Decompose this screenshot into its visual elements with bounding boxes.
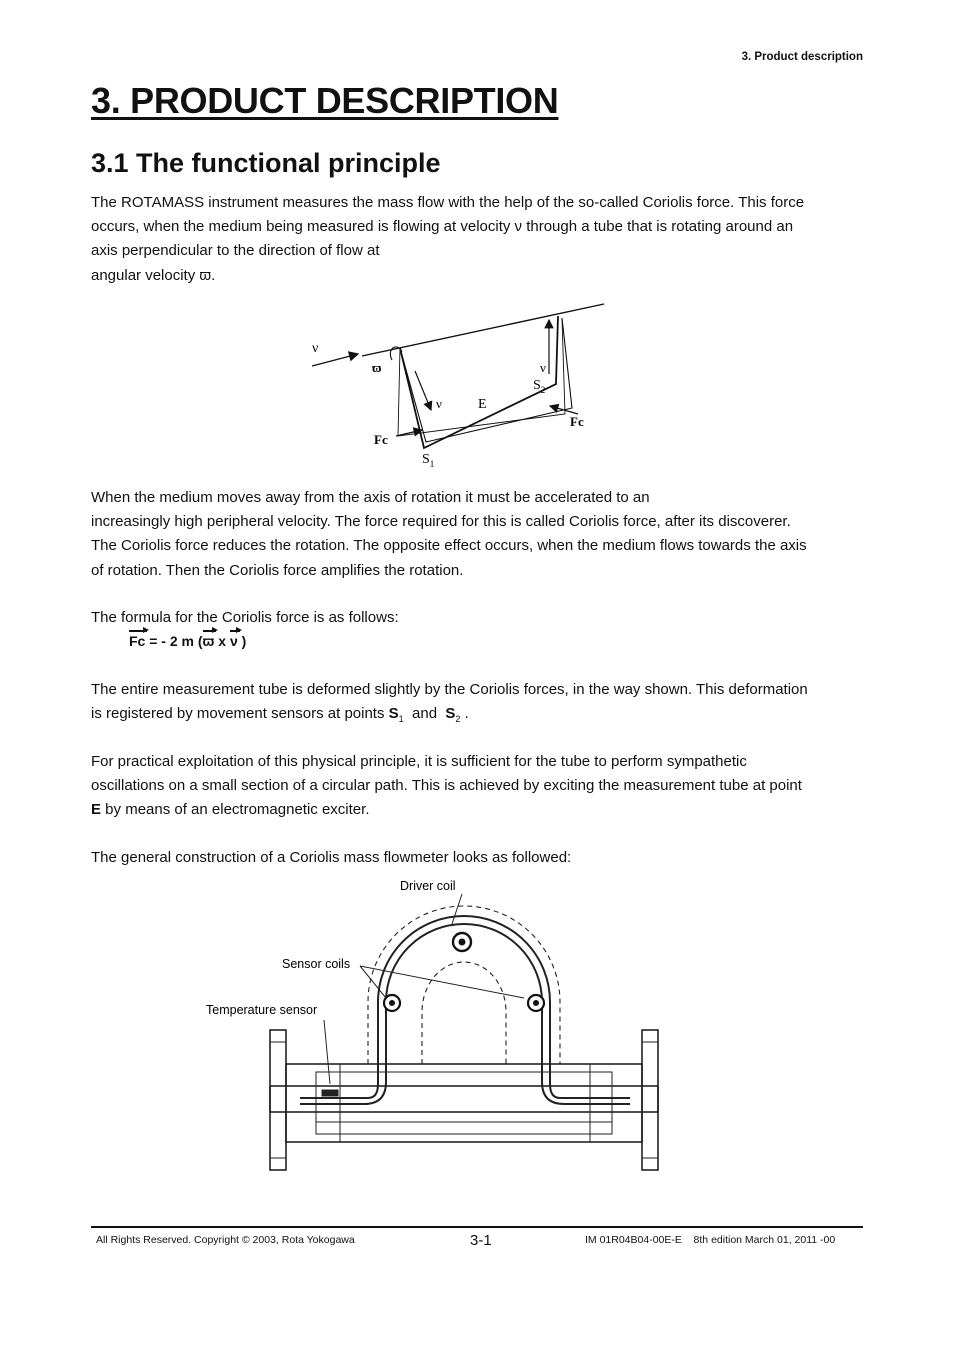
text-line: occurs, when the medium being measured is flowing at velocity ν through a tube that is rotating around an [91,218,794,236]
velocity-label: ν [436,396,442,411]
velocity-label: ν [540,360,546,375]
formula-cross: x [214,633,230,649]
temperature-sensor [322,1090,338,1096]
fc-left-label: Fc [374,432,388,447]
temperature-sensor-label: Temperature sensor [206,1003,318,1017]
construction-intro [91,846,867,870]
footer-document-id: IM 01R04B04-00E-E 8th edition March 01, 2011 -00 [585,1234,836,1246]
oscillation-envelope-outer [368,906,560,1064]
text-line [91,702,867,731]
text-fragment: by means of an electromagnetic exciter. [101,801,370,819]
flowmeter-construction-diagram [200,872,670,1174]
inflow-arrow [312,354,358,366]
omega-label: ϖ [372,360,382,375]
intro-paragraph [91,191,867,288]
text-line: angular velocity ϖ. [91,266,216,284]
text-line: of rotation. Then the Coriolis force amplifies the rotation. [91,561,464,579]
rotation-axis-line [362,304,604,356]
tube-rest-outline [398,318,565,436]
text-line [91,798,867,822]
sensor-s1-label: $S_1$ [422,452,435,469]
text-line: The ROTAMASS instrument measures the mass flow with the help of the so-called Coriolis force. This force [91,194,805,211]
sensor-coils-label: Sensor coils [282,957,351,971]
left-flange [270,1030,286,1170]
coriolis-formula [129,633,246,649]
footer-divider [91,1226,863,1228]
running-header: 3. Product description [741,51,863,63]
tube-deformed-outline-2 [400,318,572,442]
formula-fc: Fc [129,633,146,649]
formula-velocity: ν [229,633,238,649]
sensor-s2-ref: S [445,705,456,723]
coriolis-force-right-arrow [550,406,578,414]
driver-coil-icon [453,933,471,951]
text-fragment: is registered by movement sensors at points [91,705,389,723]
text-line: The formula for the Coriolis force is as follows: [91,609,399,626]
text-line: When the medium moves away from the axis of rotation it must be accelerated to an [91,489,650,506]
down-velocity-arrow [415,371,431,410]
fc-right-label: Fc [570,414,584,429]
sensor-s2-label: $S_2$ [533,378,546,395]
formula-omega: ϖ [202,633,215,649]
section-heading: 3.1 The functional principle [91,148,441,178]
coriolis-explanation-paragraph [91,486,867,583]
exploitation-paragraph [91,750,867,823]
text-line: For practical exploitation of this physical principle, it is sufficient for the tube to perform sympathetic [91,753,747,770]
formula-intro [91,606,867,630]
page-number: 3-1 [470,1232,492,1249]
driver-coil-label: Driver coil [400,879,456,893]
coriolis-principle-diagram [300,296,610,472]
footer-copyright: All Rights Reserved. Copyright © 2003, Rota Yokogawa [96,1234,355,1246]
text-line: The general construction of a Coriolis mass flowmeter looks as followed: [91,849,572,866]
sensor-coil-left-icon [384,995,400,1011]
velocity-label: ν [312,341,319,356]
subscript: 2 [455,714,461,725]
text-line: The Coriolis force reduces the rotation. The opposite effect occurs, when the medium flows towards the axis [91,537,807,555]
sensor-s1-ref: S [388,705,399,723]
oscillation-envelope-inner [422,962,506,1064]
subscript: 1 [398,714,404,725]
formula-close: ) [237,633,247,649]
sensor-coil-right-icon [528,995,544,1011]
text-line: oscillations on a small section of a circular path. This is achieved by exciting the measurement tube at point [91,777,802,795]
text-line: increasingly high peripheral velocity. The force required for this is called Coriolis force, after its discoverer. [91,513,791,531]
text-fragment: and [403,705,446,723]
formula-equals: = - 2 m ( [145,633,203,649]
text-fragment: . [460,705,469,723]
exciter-ref: E [91,801,102,819]
page-title: 3. PRODUCT DESCRIPTION [91,80,559,121]
exciter-label: E [478,397,487,412]
deformation-paragraph [91,678,867,731]
text-line: The entire measurement tube is deformed slightly by the Coriolis forces, in the way shown. This deformation [91,681,808,698]
right-flange [642,1030,658,1170]
text-line: axis perpendicular to the direction of flow at [91,242,380,260]
